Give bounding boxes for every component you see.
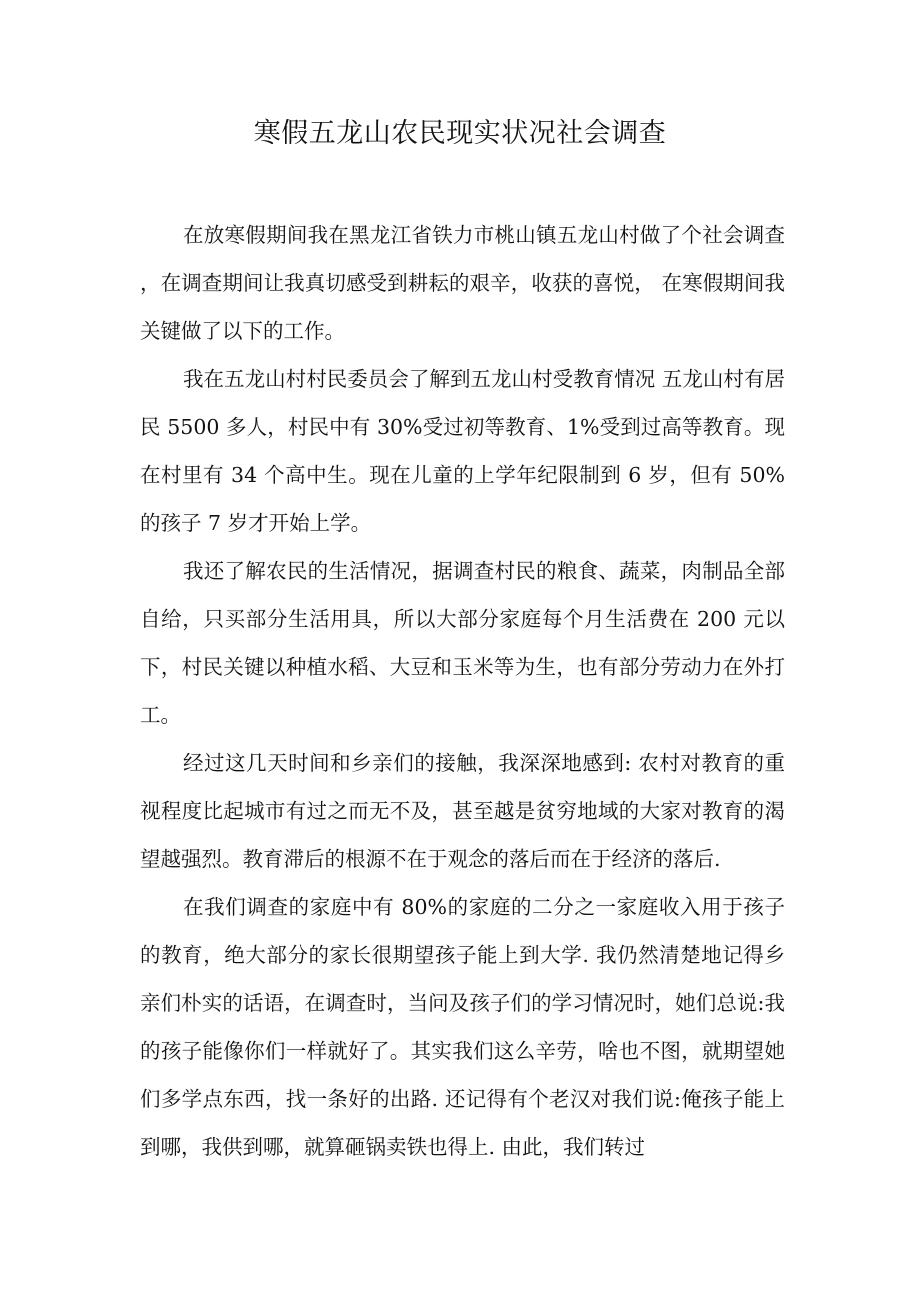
paragraph: 在我们调查的家庭中有 80%的家庭的二分之一家庭收入用于孩子的教育，绝大部分的家长很期望孩子能上到大学. 我仍然清楚地记得乡亲们朴实的话语，在调查时，当问及孩子们的学习情况时，她们总说:我的孩子能像你们一样就好了。其实我们这么辛劳，啥也不图，就期望她们多学点东西，找一条好的出路. 还记得有个老汉对我们说:俺孩子能上到哪，我供到哪，就算砸锅卖铁也得上. 由此，我们转过 <box>140 895 785 1159</box>
document-title: 寒假五龙山农民现实状况社会调查 <box>253 118 667 149</box>
paragraph: 在放寒假期间我在黑龙江省铁力市桃山镇五龙山村做了个社会调查，在调查期间让我真切感受到耕耘的艰辛，收获的喜悦， 在寒假期间我关键做了以下的工作。 <box>140 223 785 343</box>
document-body <box>140 211 785 1171</box>
paragraph: 我还了解农民的生活情况，据调查村民的粮食、蔬菜，肉制品全部自给，只买部分生活用具，所以大部分家庭每个月生活费在 200 元以下，村民关键以种植水稻、大豆和玉米等为生，也有部分劳动力在外打工。 <box>140 559 785 727</box>
paragraph: 我在五龙山村村民委员会了解到五龙山村受教育情况 五龙山村有居民 5500 多人，村民中有 30%受过初等教育、1%受到过高等教育。现在村里有 34 个高中生。现在儿童的上学年纪限制到 6 岁，但有 50%的孩子 7 岁才开始上学。 <box>140 367 785 535</box>
paragraph: 经过这几天时间和乡亲们的接触，我深深地感到: 农村对教育的重视程度比起城市有过之而无不及，甚至越是贫穷地域的大家对教育的渴望越强烈。教育滞后的根源不在于观念的落后而在于经济的落后. <box>140 751 785 871</box>
